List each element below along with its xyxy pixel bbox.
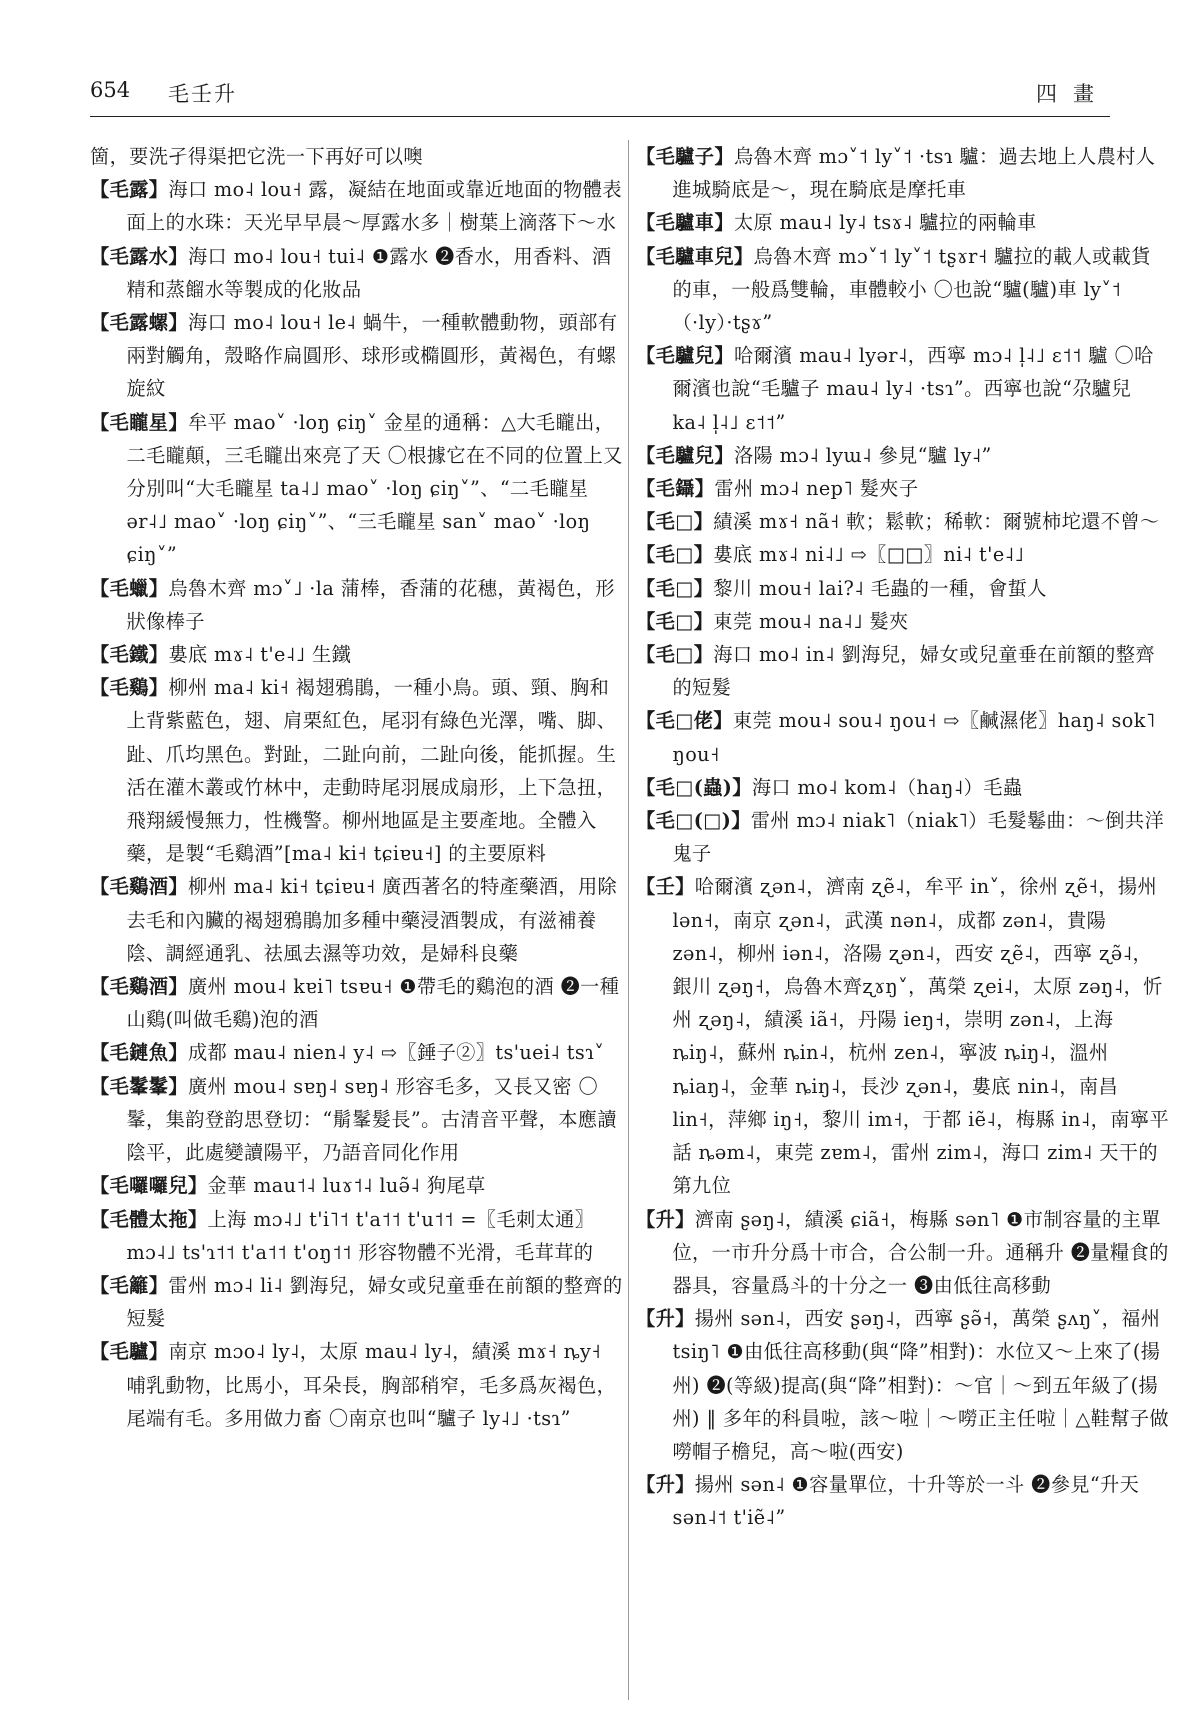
dictionary-entry [636, 240, 1170, 340]
dictionary-entry [636, 771, 1170, 804]
entry-text: 廣州 mou˨ kɐi˥ tsɐu˧ ❶帶毛的鷄泡的酒 ❷一種山鷄(叫做毛鷄)泡的酒 [126, 975, 620, 1032]
entry-text: 烏魯木齊 mɔ˅˦ ly˅˦ tʂɤr˧ 驢拉的載人或載貨的車，一般爲雙輪，車體較小 〇也說“驢(驢)車 ly˅˦（·ly）·tʂɤ” [672, 244, 1151, 335]
dictionary-entry [90, 970, 624, 1036]
entry-text: 揚州 sən˨，西安 ʂəŋ˨，西寧 ʂə̃˧，萬榮 ʂʌŋ˅，福州 tsiŋ˥ ❶由低往高移動(與“降”相對)：水位又～上來了(揚州) ❷(等級)提高(與“降”相對)：～官｜～到五年級了(揚州) ‖ 多年的科員啦，該～啦｜～嘮正主任啦｜△鞋幫子做嘮帽子檐兒，高～啦(西安) [672, 1307, 1170, 1463]
entry-text: 柳州 ma˨ ki˧ 褐翅鴉鵑，一種小鳥。頭、頸、胸和上背紫藍色，翅、肩栗紅色，尾羽有綠色光澤，嘴、脚、趾、爪均黑色。對趾，二趾向前，二趾向後，能抓握。生活在灌木叢或竹林中，走動時尾羽展成扇形，上下急扭，飛翔緩慢無力，性機警。柳州地區是主要產地。全體入藥，是製“毛鷄酒”[ma˨ ki˧ tɕiɐu˧] 的主要原料 [126, 676, 617, 866]
entry-headword: 【毛驢車兒】 [636, 244, 754, 268]
entry-text: 東莞 mou˨ sou˨ ŋou˧ ⇨〖鹹濕佬〗haŋ˨ sok˥ ŋou˧ [672, 709, 1156, 766]
entry-text: 廣州 mou˨ sɐŋ˨ sɐŋ˨ 形容毛多，又長又密 〇髼，集韵登韵思登切：“鬅髼髮長”。古清音平聲，本應讀陰平，此處變讀陽平，乃語音同化作用 [126, 1074, 617, 1165]
dictionary-entry [636, 1302, 1170, 1468]
right-column [636, 140, 1170, 1535]
dictionary-entry [90, 671, 624, 870]
dictionary-entry [636, 140, 1170, 206]
entry-text: 雷州 mɔ˨ niak˥（niak˥）毛髮鬈曲：～倒共洋鬼子 [672, 809, 1165, 866]
entry-headword: 【升】 [636, 1307, 695, 1331]
entry-headword: 【毛□】 [636, 543, 714, 567]
page-number: 654 [90, 78, 131, 102]
left-column [90, 140, 624, 1435]
dictionary-entry [636, 505, 1170, 538]
entry-text: 東莞 mou˨ na˨˩ 髮夾 [713, 609, 909, 633]
dictionary-entry [90, 306, 624, 406]
dictionary-entry [636, 1468, 1170, 1534]
entry-text: 牟平 mao˅ ·loŋ ɕiŋ˅ 金星的通稱：△大毛矓出，二毛矓顛，三毛矓出來亮了天 〇根據它在不同的位置上又分別叫“大毛矓星 ta˨˩ mao˅ ·loŋ ɕiŋ˅”、“二毛矓星 ər˨˩ mao˅ ·loŋ ɕiŋ˅”、“三毛矓星 san˅ mao˅ ·loŋ ɕiŋ˅” [126, 410, 623, 567]
header-rule [90, 116, 1110, 117]
dictionary-entry [636, 1203, 1170, 1303]
dictionary-entry [90, 406, 624, 572]
dictionary-entry [636, 605, 1170, 638]
entry-headword: 【毛露】 [90, 178, 169, 202]
entry-headword: 【毛矓星】 [90, 410, 188, 434]
entry-text: 海口 mo˨ in˨ 劉海兒，婦女或兒童垂在前額的整齊的短髮 [672, 643, 1155, 700]
dictionary-entry [90, 240, 624, 306]
dictionary-entry [636, 870, 1170, 1202]
entry-text: 海口 mo˨ kom˨（haŋ˨）毛蟲 [751, 775, 1023, 799]
dictionary-entry [636, 572, 1170, 605]
entry-text: 績溪 mɤ˧ nã˧ 軟；鬆軟；稀軟：爾號柿坨還不曾～ [713, 510, 1160, 534]
entry-headword: 【毛髼髼】 [90, 1074, 188, 1098]
entry-headword: 【毛□】 [636, 643, 714, 667]
entry-headword: 【毛驢子】 [636, 145, 734, 168]
entry-headword: 【毛驢兒】 [636, 344, 734, 368]
entry-headword: 【毛鷄】 [90, 676, 169, 700]
entry-text: 婁底 mɤ˨ ni˨˩ ⇨〖□□〗ni˨ t'e˨˩ [713, 543, 1025, 567]
entry-text: 雷州 mɔ˨ li˨ 劉海兒，婦女或兒童垂在前額的整齊的短髮 [126, 1273, 623, 1331]
section-label: 四畫 [1036, 82, 1110, 106]
entry-headword: 【毛鑷】 [636, 477, 715, 501]
entry-text: 婁底 mɤ˨ t'e˨˩ 生鐵 [168, 643, 352, 667]
dictionary-entry [636, 804, 1170, 870]
entry-headword: 【升】 [636, 1207, 695, 1231]
entry-text: 太原 mau˨ ly˨ tsɤ˨ 驢拉的兩輪車 [733, 211, 1037, 235]
entry-text: 揚州 sən˨ ❶容量單位，十升等於一斗 ❷參見“升天 sən˨˦ t'iẽ˨” [672, 1473, 1140, 1530]
entry-text: 哈爾濱 ʐən˨，濟南 ʐẽ˨，牟平 in˅，徐州 ʐẽ˧，揚州 lən˧，南京 ʐən˨，武漢 nən˨，成都 zən˨，貴陽 zən˨，柳州 iən˨，洛陽 ʐən˨，西安 ʐẽ˨，西寧 ʐə̃˨，銀川 ʐəŋ˧，烏魯木齊ʐɤŋ˅，萬榮 ʐei˨，太原 zəŋ˨，忻州 ʐəŋ˨，績溪 iã˧，丹陽 ieŋ˧，崇明 zən˨，上海 ȵiŋ˨，蘇州 ȵin˨，杭州 zen˨，寧波 ȵiŋ˨，溫州 ȵiaŋ˨，金華 ȵiŋ˨，長沙 ʐən˨，婁底 nin˨，南昌 lin˧，萍鄉 iŋ˧，黎川 im˧，于都 iẽ˨，梅縣 in˨，南寧平話 ȵəm˨，東莞 zɐm˨，雷州 zim˨，海口 zim˨ 天干的第九位 [672, 875, 1170, 1198]
running-header [90, 78, 1110, 114]
entry-headword: 【壬】 [636, 875, 695, 899]
entry-headword: 【毛鏈魚】 [90, 1041, 188, 1065]
column-divider [628, 140, 629, 1700]
entry-text: 南京 mɔo˨ ly˨，太原 mau˨ ly˨，績溪 mɤ˧ ȵy˧ 哺乳動物，比馬小，耳朵長，胸部稍窄，毛多爲灰褐色，尾端有毛。多用做力畜 〇南京也叫“驢子 ly˨˩ ·tsɿ” [126, 1340, 617, 1430]
dictionary-entry [90, 870, 624, 970]
dictionary-entry [90, 1335, 624, 1435]
entry-text: 烏魯木齊 mɔ˅˦ ly˅˦ ·tsɿ 驢：過去地上人農村人進城騎底是～，現在騎底是摩托車 [672, 145, 1156, 202]
entry-text: 濟南 ʂəŋ˨，績溪 ɕiã˧，梅縣 sən˥ ❶市制容量的主單位，一市升分爲十市合，合公制一升。通稱升 ❷量糧食的器具，容量爲斗的十分之一 ❸由低往高移動 [672, 1207, 1169, 1297]
entry-text: 上海 mɔ˨˩ t'i˥˦ t'a˦˦ t'u˦˦ =〖毛刺太通〗mɔ˨˩ ts'ɿ˦˦ t'a˦˦ t'oŋ˦˦ 形容物體不光滑，毛茸茸的 [126, 1207, 595, 1264]
entry-headword: 【毛體太拖】 [90, 1207, 208, 1231]
entry-headword: 【毛囉囉兒】 [90, 1174, 208, 1198]
dictionary-entry [90, 1203, 624, 1269]
entry-text: 雷州 mɔ˨ nep˥ 髮夾子 [714, 477, 919, 501]
entry-headword: 【毛鐵】 [90, 643, 169, 667]
entry-text: 哈爾濱 mau˨ lyər˨，西寧 mɔ˨ l̩˨˩ ɛ˦˦ 驢 〇哈爾濱也說“毛驢子 mau˨ ly˨ ·tsɿ”。西寧也說“尕驢兒 ka˨ l̩˨˩ ɛ˦˦” [672, 344, 1154, 434]
dictionary-entry [636, 206, 1170, 239]
entry-text: 海口 mo˨ lou˧ 露，凝結在地面或靠近地面的物體表面上的水珠：天光早早晨～厚露水多｜樹葉上滴落下～水 [126, 178, 622, 235]
dictionary-entry [90, 572, 624, 638]
entry-headword: 【毛□】 [636, 609, 714, 633]
dictionary-entry [90, 1169, 624, 1202]
dictionary-entry [90, 638, 624, 671]
entry-headword: 【毛□佬】 [636, 709, 733, 733]
dictionary-entry [636, 439, 1170, 472]
entry-text: 金華 mau˦˨ luɤ˦˨ luə̃˨ 狗尾草 [207, 1174, 486, 1198]
dictionary-entry [90, 1036, 624, 1069]
entry-text: 海口 mo˨ lou˧ le˨ 蝸牛，一種軟體動物，頭部有兩對觸角，殼略作扁圓形、球形或橢圓形，黃褐色，有螺旋紋 [126, 311, 618, 401]
entry-headword: 【毛蠟】 [90, 576, 169, 600]
dictionary-entry [636, 638, 1170, 704]
entry-headword: 【毛□】 [636, 510, 714, 534]
dictionary-entry [90, 173, 624, 239]
header-head-characters: 毛壬升 [168, 82, 237, 106]
entry-headword: 【毛鷄酒】 [90, 975, 188, 999]
entry-headword: 【毛驢車】 [636, 211, 734, 235]
dictionary-entry [90, 1269, 624, 1335]
entry-text: 成都 mau˨ nien˨ y˨ ⇨〖錘子②〗ts'uei˨ tsɿ˅ [187, 1041, 605, 1065]
entry-text: 烏魯木齊 mɔ˅˩ ·la 蒲棒，香蒲的花穗，黃褐色，形狀像棒子 [126, 576, 615, 633]
entry-headword: 【毛□】 [636, 576, 714, 600]
entry-headword: 【毛驢兒】 [636, 443, 734, 467]
dictionary-entry [636, 704, 1170, 770]
dictionary-entry [90, 140, 624, 173]
dictionary-entry [636, 472, 1170, 505]
entry-headword: 【毛籬】 [90, 1273, 169, 1297]
entry-headword: 【毛驢】 [90, 1340, 169, 1364]
dictionary-entry [636, 538, 1170, 571]
entry-headword: 【毛露水】 [90, 244, 188, 268]
dictionary-entry [636, 339, 1170, 439]
entry-text: 海口 mo˨ lou˧ tui˨ ❶露水 ❷香水，用香料、酒精和蒸餾水等製成的化妝品 [126, 244, 612, 301]
entry-headword: 【毛□(□)】 [636, 809, 751, 833]
entry-headword: 【毛□(蟲)】 [636, 775, 752, 799]
entry-headword: 【升】 [636, 1473, 695, 1497]
entry-text: 黎川 mou˧ lai?˨ 毛蟲的一種，會蜇人 [713, 576, 1047, 600]
entry-text: 箇，要洗孑得渠把它洗一下再好可以噢 [90, 145, 423, 168]
entry-headword: 【毛鷄酒】 [90, 875, 188, 899]
dictionary-entry [90, 1070, 624, 1170]
entry-headword: 【毛露螺】 [90, 311, 188, 335]
entry-text: 柳州 ma˨ ki˧ tɕiɐu˧ 廣西著名的特產藥酒，用除去毛和內臟的褐翅鴉鵑加多種中藥浸酒製成，有滋補養陰、調經通乳、祛風去濕等功效，是婦科良藥 [126, 875, 618, 965]
entry-text: 洛陽 mɔ˨ lyɯ˨ 參見“驢 ly˨” [733, 443, 992, 467]
